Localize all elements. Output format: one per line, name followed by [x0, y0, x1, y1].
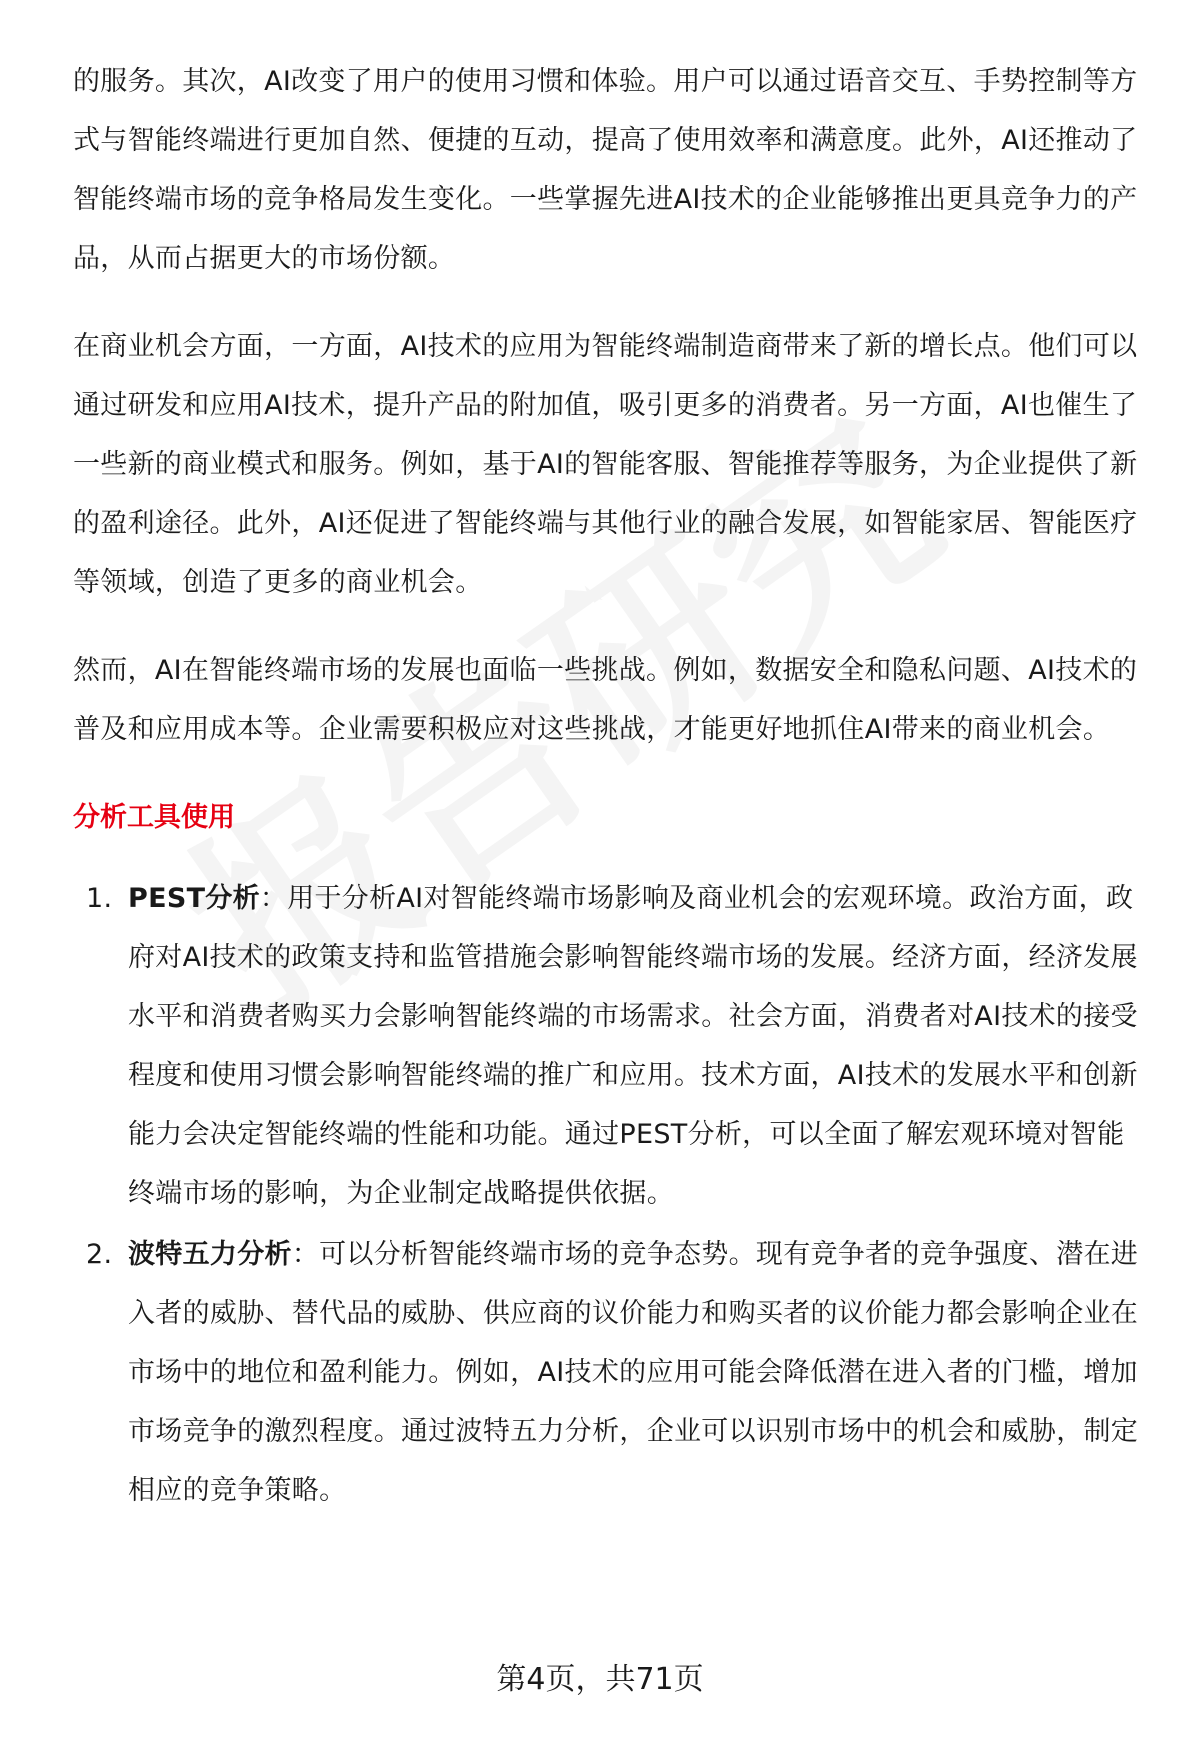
section-heading: 分析工具使用 — [73, 802, 235, 833]
list-term: PEST分析 — [128, 883, 260, 914]
list-number: 1. — [86, 883, 113, 914]
list-number: 2. — [86, 1239, 113, 1270]
list-text: ：可以分析智能终端市场的竞争态势。现有竞争者的竞争强度、潜在进入者的威胁、替代品的威胁、供应商的议价能力和购买者的议价能力都会影响企业在市场中的地位和盈利能力。例如，AI技术的应用可能会降低潜在进入者的门槛，增加市场竞争的激烈程度。通过波特五力分析，企业可以识别市场中的机会和威胁，制定相应的竞争策略。 — [128, 1239, 1139, 1506]
list-text: ：用于分析AI对智能终端市场影响及商业机会的宏观环境。政治方面，政府对AI技术的政策支持和监管措施会影响智能终端市场的发展。经济方面，经济发展水平和消费者购买力会影响智能终端的市场需求。社会方面，消费者对AI技术的接受程度和使用习惯会影响智能终端的推广和应用。技术方面，AI技术的发展水平和创新能力会决定智能终端的性能和功能。通过PEST分析，可以全面了解宏观环境对智能终端市场的影响，为企业制定战略提供依据。 — [128, 883, 1138, 1209]
list-item — [73, 869, 1143, 1223]
paragraph: 在商业机会方面，一方面，AI技术的应用为智能终端制造商带来了新的增长点。他们可以通过研发和应用AI技术，提升产品的附加值，吸引更多的消费者。另一方面，AI也催生了一些新的商业模式和服务。例如，基于AI的智能客服、智能推荐等服务，为企业提供了新的盈利途径。此外，AI还促进了智能终端与其他行业的融合发展，如智能家居、智能医疗等领域，创造了更多的商业机会。 — [73, 331, 1138, 598]
tools-list — [73, 869, 1143, 1520]
paragraph: 然而，AI在智能终端市场的发展也面临一些挑战。例如，数据安全和隐私问题、AI技术的普及和应用成本等。企业需要积极应对这些挑战，才能更好地抓住AI带来的商业机会。 — [73, 655, 1138, 745]
paragraph: 的服务。其次，AI改变了用户的使用习惯和体验。用户可以通过语音交互、手势控制等方式与智能终端进行更加自然、便捷的互动，提高了使用效率和满意度。此外，AI还推动了智能终端市场的竞争格局发生变化。一些掌握先进AI技术的企业能够推出更具竞争力的产品，从而占据更大的市场份额。 — [73, 66, 1138, 274]
list-item — [73, 1225, 1143, 1520]
list-term: 波特五力分析 — [128, 1239, 292, 1270]
page-number: 第4页，共71页 — [496, 1662, 704, 1697]
document-page — [73, 52, 1143, 1522]
